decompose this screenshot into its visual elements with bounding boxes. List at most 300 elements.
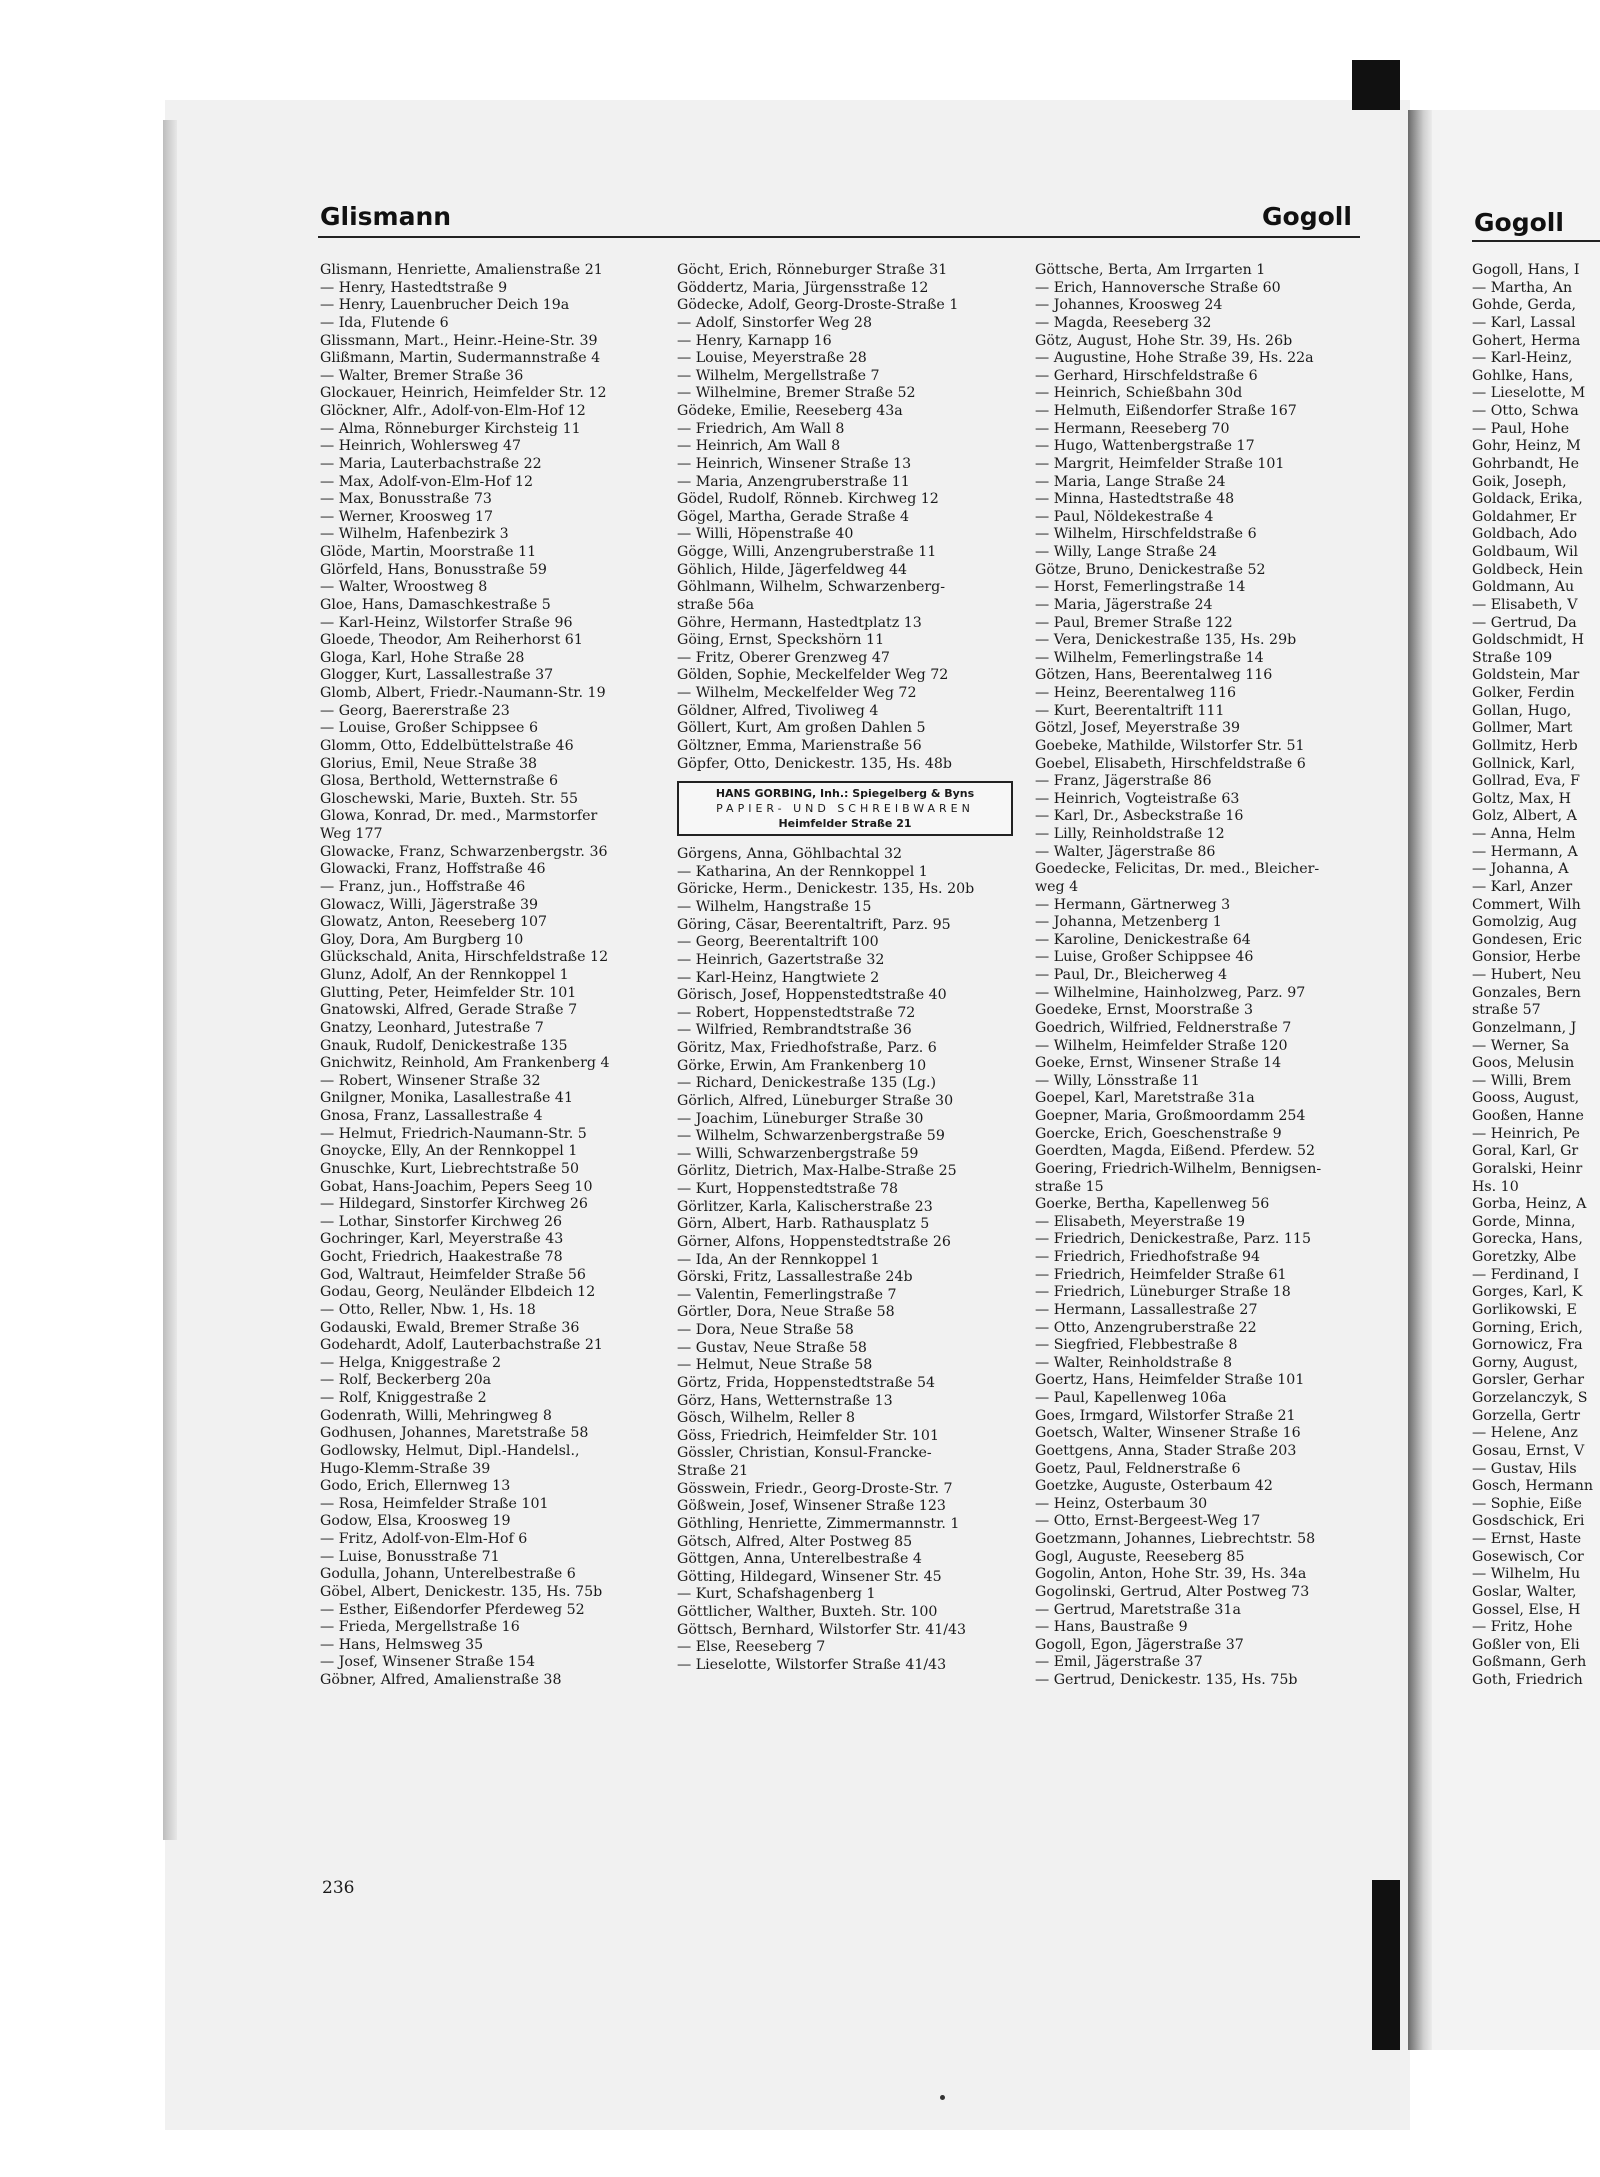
directory-entry: Görlich, Alfred, Lüneburger Straße 30	[677, 1092, 954, 1109]
directory-entry: Gooßen, Hanne	[1472, 1108, 1584, 1124]
directory-entry: Goldbeck, Hein	[1472, 561, 1583, 578]
directory-entry: Glückschald, Anita, Hirschfeldstraße 12	[320, 949, 609, 966]
directory-entry: — Max, Bonusstraße 73	[320, 491, 492, 508]
directory-entry: Hugo-Klemm-Straße 39	[320, 1460, 491, 1477]
directory-entry: — Rolf, Beckerberg 20a	[320, 1372, 492, 1389]
directory-entry: — Johanna, A	[1472, 861, 1569, 878]
directory-entry: Göbel, Albert, Denickestr. 135, Hs. 75b	[320, 1583, 603, 1600]
directory-entry: Göttsch, Bernhard, Wilstorfer Str. 41/43	[677, 1621, 967, 1638]
directory-entry: — Otto, Ernst-Bergeest-Weg 17	[1035, 1513, 1261, 1530]
directory-entry: Golz, Albert, A	[1472, 808, 1577, 825]
directory-entry: — Paul, Kapellenweg 106a	[1035, 1390, 1227, 1406]
directory-entry: Goldmann, Au	[1472, 579, 1575, 596]
directory-entry: Goth, Friedrich	[1472, 1672, 1583, 1688]
directory-entry: Gollrad, Eva, F	[1472, 773, 1580, 790]
directory-entry: Goes, Irmgard, Wilstorfer Straße 21	[1035, 1407, 1296, 1424]
directory-entry: Göttlicher, Walther, Buxteh. Str. 100	[677, 1604, 938, 1620]
directory-entry: Godehardt, Adolf, Lauterbachstraße 21	[320, 1337, 603, 1354]
directory-entry: — Martha, An	[1472, 279, 1573, 296]
directory-entry: — Walter, Wroostweg 8	[320, 579, 488, 596]
directory-entry: — Louise, Meyerstraße 28	[677, 350, 867, 367]
directory-entry: Görner, Alfons, Hoppenstedtstraße 26	[677, 1233, 951, 1250]
directory-entry: — Paul, Hohe	[1472, 420, 1570, 437]
directory-entry: Gorzella, Gertr	[1472, 1407, 1581, 1424]
directory-entry: Göring, Cäsar, Beerentaltrift, Parz. 95	[677, 916, 951, 933]
directory-column-1	[320, 262, 660, 1690]
directory-entry: — Helmuth, Eißendorfer Straße 167	[1035, 403, 1297, 419]
directory-entry: Goedrich, Wilfried, Feldnerstraße 7	[1035, 1019, 1292, 1036]
directory-entry: Glowatz, Anton, Reeseberg 107	[320, 914, 548, 931]
directory-entry: Goltz, Max, H	[1472, 790, 1571, 807]
directory-entry: Gögel, Martha, Gerade Straße 4	[677, 508, 910, 525]
directory-entry: Gochringer, Karl, Meyerstraße 43	[320, 1231, 564, 1248]
directory-entry: Gorlikowski, E	[1472, 1301, 1577, 1318]
directory-entry: — Josef, Winsener Straße 154	[320, 1654, 536, 1671]
directory-entry: Gorzelanczyk, S	[1472, 1390, 1588, 1406]
directory-entry: — Richard, Denickestraße 135 (Lg.)	[677, 1075, 937, 1092]
directory-column-3	[1035, 262, 1365, 1690]
directory-entry: Glockauer, Heinrich, Heimfelder Str. 12	[320, 385, 607, 402]
directory-entry: Götze, Bruno, Denickestraße 52	[1035, 561, 1266, 578]
directory-entry: — Otto, Reller, Nbw. 1, Hs. 18	[320, 1301, 536, 1318]
directory-entry: — Karl, Lassal	[1472, 314, 1576, 331]
directory-entry: — Katharina, An der Rennkoppel 1	[677, 863, 928, 880]
directory-entry: Goertz, Hans, Heimfelder Straße 101	[1035, 1372, 1305, 1389]
directory-entry: — Helmut, Friedrich-Naumann-Str. 5	[320, 1125, 587, 1142]
directory-entry: Gollnick, Karl,	[1472, 755, 1576, 772]
directory-entry: — Dora, Neue Straße 58	[677, 1322, 854, 1338]
directory-entry: Görtz, Frida, Hoppenstedtstraße 54	[677, 1374, 936, 1391]
directory-entry: — Henry, Karnapp 16	[677, 332, 832, 349]
directory-entry: Gnatzy, Leonhard, Jutestraße 7	[320, 1019, 544, 1036]
directory-entry: — Ferdinand, I	[1472, 1266, 1580, 1283]
directory-entry: — Ernst, Haste	[1472, 1531, 1582, 1547]
directory-entry: Gosdschick, Eri	[1472, 1513, 1585, 1530]
directory-entry: — Paul, Bremer Straße 122	[1035, 614, 1233, 631]
directory-entry: — Maria, Jägerstraße 24	[1035, 596, 1213, 613]
ad-trade-line: PAPIER- UND SCHREIBWAREN	[716, 802, 974, 816]
directory-entry: Gorsler, Gerhar	[1472, 1372, 1585, 1389]
directory-entry: straße 56a	[677, 596, 755, 613]
directory-entry: — Willi, Höpenstraße 40	[677, 526, 854, 543]
directory-entry: — Henry, Lauenbrucher Deich 19a	[320, 297, 570, 314]
directory-entry: Göbner, Alfred, Amalienstraße 38	[320, 1672, 562, 1688]
directory-entry: Goralski, Heinr	[1472, 1160, 1583, 1177]
directory-entry: Göldner, Alfred, Tivoliweg 4	[677, 702, 879, 719]
directory-entry: Gogolinski, Gertrud, Alter Postweg 73	[1035, 1583, 1310, 1600]
directory-entry: — Hermann, A	[1472, 843, 1578, 860]
directory-entry: — Wilhelm, Hirschfeldstraße 6	[1035, 526, 1257, 543]
directory-entry: Görisch, Josef, Hoppenstedtstraße 40	[677, 987, 947, 1004]
directory-entry: Göltzner, Emma, Marienstraße 56	[677, 737, 922, 754]
directory-entry: Gosch, Hermann	[1472, 1478, 1593, 1495]
directory-entry: — Louise, Großer Schippsee 6	[320, 720, 538, 737]
directory-entry: Straße 109	[1472, 649, 1553, 666]
directory-entry: — Elisabeth, V	[1472, 596, 1578, 613]
directory-entry: Glismann, Henriette, Amalienstraße 21	[320, 262, 603, 278]
directory-entry: Glißmann, Martin, Sudermannstraße 4	[320, 350, 601, 367]
directory-entry: Goldschmidt, H	[1472, 632, 1585, 649]
directory-entry: Gloschewski, Marie, Buxteh. Str. 55	[320, 790, 579, 807]
directory-entry: — Heinrich, Vogteistraße 63	[1035, 790, 1240, 807]
directory-entry: Gnoycke, Elly, An der Rennkoppel 1	[320, 1143, 578, 1160]
directory-entry: — Lothar, Sinstorfer Kirchweg 26	[320, 1213, 563, 1230]
directory-column-2-bottom	[677, 846, 1017, 1674]
directory-entry: Gloe, Hans, Damaschkestraße 5	[320, 596, 551, 613]
directory-entry: straße 15	[1035, 1178, 1104, 1195]
directory-entry: Gödeke, Emilie, Reeseberg 43a	[677, 403, 903, 419]
directory-entry: — Karl, Anzer	[1472, 878, 1573, 895]
directory-entry: Göthling, Henriette, Zimmermannstr. 1	[677, 1515, 960, 1532]
directory-entry: — Hermann, Lassallestraße 27	[1035, 1301, 1258, 1318]
directory-entry: Goepel, Karl, Maretstraße 31a	[1035, 1090, 1255, 1107]
directory-entry: Glowacki, Franz, Hoffstraße 46	[320, 861, 546, 878]
directory-entry: — Helene, Anz	[1472, 1425, 1578, 1442]
directory-entry: Görlitzer, Karla, Kalischerstraße 23	[677, 1198, 933, 1215]
directory-entry: Gogoll, Hans, I	[1472, 262, 1580, 278]
directory-entry: Gnilgner, Monika, Lasallestraße 41	[320, 1090, 573, 1107]
directory-entry: — Lieselotte, M	[1472, 385, 1586, 402]
directory-entry: Gogl, Auguste, Reeseberg 85	[1035, 1548, 1245, 1565]
directory-entry: — Maria, Anzengruberstraße 11	[677, 473, 910, 490]
directory-entry: — Rolf, Kniggestraße 2	[320, 1390, 487, 1406]
directory-entry: — Wilhelm, Hangstraße 15	[677, 899, 872, 915]
directory-entry: — Johannes, Kroosweg 24	[1035, 297, 1223, 314]
directory-entry: Gooss, August,	[1472, 1090, 1580, 1107]
directory-entry: — Friedrich, Friedhofstraße 94	[1035, 1249, 1260, 1265]
directory-entry: Gonzales, Bern	[1472, 984, 1581, 1001]
directory-entry: — Kurt, Beerentaltrift 111	[1035, 702, 1225, 719]
directory-entry: Godow, Elsa, Kroosweg 19	[320, 1513, 511, 1530]
directory-entry: — Robert, Winsener Straße 32	[320, 1072, 541, 1089]
directory-entry: Goebeke, Mathilde, Wilstorfer Str. 51	[1035, 737, 1305, 754]
directory-entry: — Heinrich, Wohlersweg 47	[320, 438, 522, 455]
directory-entry: Goeke, Ernst, Winsener Straße 14	[1035, 1055, 1282, 1072]
directory-entry: Görski, Fritz, Lassallestraße 24b	[677, 1269, 913, 1286]
directory-entry: — Georg, Beerentaltrift 100	[677, 934, 879, 951]
directory-entry: — Hans, Baustraße 9	[1035, 1619, 1188, 1636]
directory-entry: Gorny, August,	[1472, 1354, 1579, 1371]
directory-entry: — Willi, Schwarzenbergstraße 59	[677, 1145, 919, 1162]
directory-entry: — Valentin, Femerlingstraße 7	[677, 1286, 897, 1303]
directory-entry: Göhre, Hermann, Hastedtplatz 13	[677, 614, 922, 631]
directory-entry: God, Waltraut, Heimfelder Straße 56	[320, 1266, 586, 1283]
spine-edge-bottom	[1372, 1880, 1400, 2050]
directory-entry: — Ida, Flutende 6	[320, 314, 449, 331]
directory-entry: — Johanna, Metzenberg 1	[1035, 914, 1222, 931]
directory-entry: — Anna, Helm	[1472, 826, 1576, 842]
directory-entry: — Walter, Reinholdstraße 8	[1035, 1354, 1233, 1371]
directory-entry: Goercke, Erich, Goeschenstraße 9	[1035, 1125, 1282, 1142]
directory-entry: Goetsch, Walter, Winsener Straße 16	[1035, 1425, 1301, 1442]
directory-entry: — Margrit, Heimfelder Straße 101	[1035, 455, 1285, 472]
directory-entry: Goepner, Maria, Großmoordamm 254	[1035, 1108, 1306, 1124]
directory-entry: — Sophie, Eiße	[1472, 1495, 1582, 1512]
directory-entry: — Paul, Dr., Bleicherweg 4	[1035, 967, 1228, 983]
directory-entry: — Heinrich, Am Wall 8	[677, 438, 841, 455]
directory-entry: — Wilhelm, Mergellstraße 7	[677, 367, 880, 384]
directory-entry: — Hubert, Neu	[1472, 967, 1582, 983]
directory-entry: — Wilhelm, Hafenbezirk 3	[320, 526, 509, 543]
print-speck	[940, 2095, 945, 2100]
directory-entry: — Friedrich, Heimfelder Straße 61	[1035, 1266, 1287, 1283]
directory-entry: — Wilhelmine, Hainholzweg, Parz. 97	[1035, 984, 1306, 1001]
directory-entry: Goettgens, Anna, Stader Straße 203	[1035, 1442, 1297, 1459]
directory-entry: — Wilhelm, Heimfelder Straße 120	[1035, 1037, 1288, 1054]
directory-entry: — Heinrich, Pe	[1472, 1125, 1580, 1142]
directory-entry: Göhlich, Hilde, Jägerfeldweg 44	[677, 561, 907, 578]
directory-entry: — Karl, Dr., Asbeckstraße 16	[1035, 808, 1244, 825]
directory-entry: Glorius, Emil, Neue Straße 38	[320, 755, 538, 772]
directory-entry: Göhlmann, Wilhelm, Schwarzenberg-	[677, 579, 946, 596]
directory-entry: Görgens, Anna, Göhlbachtal 32	[677, 846, 903, 863]
directory-entry: — Gustav, Hils	[1472, 1460, 1577, 1477]
directory-entry: Goslar, Walter,	[1472, 1583, 1577, 1600]
directory-entry: Gonzelmann, J	[1472, 1019, 1577, 1036]
directory-entry: — Hermann, Gärtnerweg 3	[1035, 896, 1231, 913]
ad-address-line: Heimfelder Straße 21	[778, 817, 912, 831]
directory-entry: Goldbaum, Wil	[1472, 544, 1579, 560]
directory-entry: Gogolin, Anton, Hohe Str. 39, Hs. 34a	[1035, 1566, 1307, 1583]
directory-entry: — Erich, Hannoversche Straße 60	[1035, 279, 1281, 296]
directory-entry: — Kurt, Schafshagenberg 1	[677, 1586, 876, 1603]
directory-entry: Gocht, Friedrich, Haakestraße 78	[320, 1249, 563, 1265]
directory-entry: Goedeke, Ernst, Moorstraße 3	[1035, 1002, 1254, 1019]
directory-entry: — Wilhelm, Schwarzenbergstraße 59	[677, 1128, 945, 1145]
directory-entry: Gösswein, Friedr., Georg-Droste-Str. 7	[677, 1480, 953, 1497]
directory-entry: Goerke, Bertha, Kapellenweg 56	[1035, 1196, 1270, 1213]
directory-entry: Gorning, Erich,	[1472, 1319, 1583, 1336]
directory-entry: Goldstein, Mar	[1472, 667, 1580, 684]
directory-entry: — Otto, Schwa	[1472, 403, 1579, 419]
directory-entry: — Wilfried, Rembrandtstraße 36	[677, 1022, 912, 1039]
book-gutter	[1408, 110, 1434, 2050]
directory-entry: Glosa, Berthold, Wetternstraße 6	[320, 773, 558, 790]
directory-entry: — Werner, Sa	[1472, 1037, 1570, 1054]
directory-entry: Gösch, Wilhelm, Reller 8	[677, 1410, 856, 1427]
directory-entry: — Gertrud, Maretstraße 31a	[1035, 1601, 1241, 1618]
directory-entry: — Kurt, Hoppenstedtstraße 78	[677, 1181, 899, 1197]
directory-entry: — Frieda, Mergellstraße 16	[320, 1619, 520, 1636]
spine-edge-top	[1352, 60, 1400, 110]
directory-entry: Görlitz, Dietrich, Max-Halbe-Straße 25	[677, 1163, 957, 1180]
directory-entry: — Franz, Jägerstraße 86	[1035, 773, 1212, 790]
directory-entry: Gößwein, Josef, Winsener Straße 123	[677, 1498, 946, 1515]
directory-entry: Gnauk, Rudolf, Denickestraße 135	[320, 1037, 568, 1054]
directory-entry: Gosewisch, Cor	[1472, 1548, 1584, 1565]
binding-shadow	[163, 120, 177, 1840]
directory-entry: Gohrbandt, He	[1472, 455, 1580, 472]
directory-entry: Göcht, Erich, Rönneburger Straße 31	[677, 262, 948, 278]
directory-entry: Göllert, Kurt, Am großen Dahlen 5	[677, 720, 926, 737]
directory-entry: Göricke, Herm., Denickestr. 135, Hs. 20b	[677, 881, 975, 898]
directory-column-2	[677, 262, 1017, 1675]
directory-entry: Goretzky, Albe	[1472, 1249, 1577, 1265]
directory-entry: Goerdten, Magda, Eißend. Pferdew. 52	[1035, 1143, 1316, 1160]
directory-entry: — Henry, Hastedtstraße 9	[320, 279, 508, 296]
directory-column-next-page	[1472, 262, 1600, 1690]
running-head-next-page: Gogoll	[1474, 208, 1564, 237]
directory-entry: — Magda, Reeseberg 32	[1035, 314, 1212, 331]
directory-entry: — Willi, Brem	[1472, 1072, 1572, 1089]
directory-entry: Gomolzig, Aug	[1472, 914, 1577, 931]
directory-entry: Göttgen, Anna, Unterelbestraße 4	[677, 1551, 922, 1568]
directory-entry: Gnosa, Franz, Lassallestraße 4	[320, 1108, 543, 1124]
directory-entry: Gobat, Hans-Joachim, Pepers Seeg 10	[320, 1178, 593, 1195]
directory-entry: — Franz, jun., Hoffstraße 46	[320, 878, 526, 895]
directory-entry: — Heinrich, Schießbahn 30d	[1035, 385, 1243, 402]
directory-entry: — Heinrich, Winsener Straße 13	[677, 455, 912, 472]
directory-entry: Glowa, Konrad, Dr. med., Marmstorfer	[320, 808, 598, 825]
directory-entry: Goik, Joseph,	[1472, 473, 1567, 490]
directory-entry: — Hildegard, Sinstorfer Kirchweg 26	[320, 1196, 588, 1213]
directory-entry: Gössler, Christian, Konsul-Francke-	[677, 1445, 932, 1462]
directory-entry: Glöckner, Alfr., Adolf-von-Elm-Hof 12	[320, 403, 586, 419]
directory-entry: Gohert, Herma	[1472, 332, 1581, 349]
directory-entry: — Augustine, Hohe Straße 39, Hs. 22a	[1035, 350, 1314, 367]
directory-entry: Gorde, Minna,	[1472, 1213, 1576, 1230]
directory-entry: — Heinz, Beerentalweg 116	[1035, 685, 1237, 701]
directory-entry: Weg 177	[320, 826, 383, 842]
directory-entry: Gosau, Ernst, V	[1472, 1442, 1585, 1459]
directory-entry: — Rosa, Heimfelder Straße 101	[320, 1495, 549, 1512]
directory-entry: Godauski, Ewald, Bremer Straße 36	[320, 1319, 580, 1336]
directory-entry: — Werner, Kroosweg 17	[320, 508, 494, 525]
directory-entry: Goldack, Erika,	[1472, 491, 1583, 508]
directory-entry: Göritz, Max, Friedhofstraße, Parz. 6	[677, 1040, 937, 1056]
directory-entry: Görtler, Dora, Neue Straße 58	[677, 1304, 895, 1321]
directory-entry: Gollmer, Mart	[1472, 720, 1573, 737]
directory-entry: Glogger, Kurt, Lassallestraße 37	[320, 667, 554, 684]
directory-entry: weg 4	[1035, 878, 1079, 895]
directory-entry: Goedecke, Felicitas, Dr. med., Bleicher-	[1035, 861, 1320, 878]
directory-entry: — Luise, Bonusstraße 71	[320, 1548, 500, 1565]
directory-entry: Gollan, Hugo,	[1472, 702, 1572, 719]
directory-entry: Gondesen, Eric	[1472, 931, 1582, 948]
directory-entry: — Hugo, Wattenbergstraße 17	[1035, 438, 1255, 455]
directory-entry: Goßmann, Gerh	[1472, 1654, 1587, 1671]
directory-entry: Godenrath, Willi, Mehringweg 8	[320, 1407, 552, 1424]
directory-entry: Görz, Hans, Wetternstraße 13	[677, 1392, 893, 1409]
directory-entry: — Fritz, Adolf-von-Elm-Hof 6	[320, 1531, 528, 1547]
directory-entry: — Otto, Anzengruberstraße 22	[1035, 1319, 1257, 1336]
directory-entry: — Gertrud, Denickestr. 135, Hs. 75b	[1035, 1672, 1298, 1688]
directory-entry: straße 57	[1472, 1002, 1541, 1019]
directory-entry: Görke, Erwin, Am Frankenberg 10	[677, 1057, 927, 1074]
advertisement-box	[677, 781, 1013, 836]
directory-entry: — Robert, Hoppenstedtstraße 72	[677, 1004, 916, 1021]
directory-entry: Glowacz, Willi, Jägerstraße 39	[320, 896, 539, 913]
directory-entry: Gonsior, Herbe	[1472, 949, 1581, 966]
directory-entry: Gohlke, Hans,	[1472, 367, 1574, 384]
directory-entry: Godo, Erich, Ellernweg 13	[320, 1478, 511, 1495]
directory-entry: — Friedrich, Am Wall 8	[677, 420, 845, 437]
directory-entry: — Paul, Nöldekestraße 4	[1035, 508, 1214, 525]
directory-entry: Goebel, Elisabeth, Hirschfeldstraße 6	[1035, 755, 1306, 772]
directory-entry: — Walter, Jägerstraße 86	[1035, 843, 1216, 860]
directory-entry: — Gustav, Neue Straße 58	[677, 1339, 867, 1356]
directory-entry: Görn, Albert, Harb. Rathausplatz 5	[677, 1216, 930, 1233]
directory-entry: — Joachim, Lüneburger Straße 30	[677, 1110, 924, 1127]
directory-entry: — Esther, Eißendorfer Pferdeweg 52	[320, 1601, 585, 1618]
directory-entry: Götting, Hildegard, Winsener Str. 45	[677, 1568, 942, 1585]
directory-entry: Gogoll, Egon, Jägerstraße 37	[1035, 1636, 1244, 1653]
directory-entry: — Helmut, Neue Straße 58	[677, 1357, 873, 1374]
directory-entry: — Gerhard, Hirschfeldstraße 6	[1035, 367, 1258, 384]
directory-entry: Goldahmer, Er	[1472, 508, 1577, 525]
directory-entry: — Friedrich, Denickestraße, Parz. 115	[1035, 1231, 1311, 1248]
directory-entry: — Walter, Bremer Straße 36	[320, 367, 524, 384]
directory-entry: — Willy, Lange Straße 24	[1035, 544, 1217, 560]
directory-entry: Gossel, Else, H	[1472, 1601, 1581, 1618]
header-rule-next-page	[1472, 240, 1600, 242]
directory-entry: Glörfeld, Hans, Bonusstraße 59	[320, 561, 547, 578]
directory-entry: — Karl-Heinz, Wilstorfer Straße 96	[320, 614, 573, 631]
directory-entry: — Gertrud, Da	[1472, 614, 1577, 631]
directory-entry: Gödel, Rudolf, Rönneb. Kirchweg 12	[677, 491, 939, 508]
directory-entry: — Willy, Lönsstraße 11	[1035, 1072, 1200, 1089]
directory-entry: — Else, Reeseberg 7	[677, 1639, 826, 1656]
directory-column-2-top	[677, 262, 1017, 773]
directory-entry: Gornowicz, Fra	[1472, 1337, 1583, 1354]
directory-entry: Gloy, Dora, Am Burgberg 10	[320, 931, 524, 948]
directory-entry: — Luise, Großer Schippsee 46	[1035, 949, 1254, 966]
directory-entry: Glunz, Adolf, An der Rennkoppel 1	[320, 967, 569, 983]
directory-entry: Gloga, Karl, Hohe Straße 28	[320, 649, 525, 666]
directory-entry: — Karl-Heinz,	[1472, 350, 1573, 367]
directory-entry: — Wilhelm, Hu	[1472, 1566, 1581, 1583]
directory-entry: — Emil, Jägerstraße 37	[1035, 1654, 1203, 1671]
directory-entry: Goldbach, Ado	[1472, 526, 1578, 543]
directory-entry: Godhusen, Johannes, Maretstraße 58	[320, 1425, 589, 1442]
directory-entry: — Hans, Helmsweg 35	[320, 1636, 484, 1653]
directory-entry: — Elisabeth, Meyerstraße 19	[1035, 1213, 1245, 1230]
directory-entry: — Adolf, Sinstorfer Weg 28	[677, 314, 872, 331]
directory-entry: — Minna, Hastedtstraße 48	[1035, 491, 1235, 508]
directory-entry: — Heinrich, Gazertstraße 32	[677, 951, 885, 968]
directory-entry: Glöde, Martin, Moorstraße 11	[320, 544, 537, 560]
running-head-left: Glismann	[320, 202, 452, 231]
directory-entry: — Alma, Rönneburger Kirchsteig 11	[320, 420, 581, 437]
directory-entry: Gölden, Sophie, Meckelfelder Weg 72	[677, 667, 949, 684]
directory-entry: — Max, Adolf-von-Elm-Hof 12	[320, 473, 534, 490]
directory-entry: — Maria, Lange Straße 24	[1035, 473, 1226, 490]
directory-entry: Gorges, Karl, K	[1472, 1284, 1583, 1301]
directory-entry: — Karoline, Denickestraße 64	[1035, 931, 1251, 948]
directory-entry: Götzl, Josef, Meyerstraße 39	[1035, 720, 1241, 737]
directory-entry: Gollmitz, Herb	[1472, 737, 1578, 754]
directory-entry: Gorba, Heinz, A	[1472, 1196, 1587, 1213]
directory-entry: — Friedrich, Lüneburger Straße 18	[1035, 1284, 1291, 1301]
directory-entry: Götsch, Alfred, Alter Postweg 85	[677, 1533, 913, 1550]
directory-entry: — Siegfried, Flebbestraße 8	[1035, 1337, 1238, 1354]
page-number: 236	[322, 1878, 355, 1898]
directory-entry: — Ida, An der Rennkoppel 1	[677, 1251, 880, 1268]
directory-entry: Gorecka, Hans,	[1472, 1231, 1583, 1248]
directory-entry: Götzen, Hans, Beerentalweg 116	[1035, 667, 1273, 684]
directory-entry: Göing, Ernst, Speckshörn 11	[677, 632, 885, 649]
directory-entry: Goetzmann, Johannes, Liebrechtstr. 58	[1035, 1531, 1316, 1547]
directory-entry: Godulla, Johann, Unterelbestraße 6	[320, 1566, 576, 1583]
running-head-right: Gogoll	[1262, 202, 1352, 231]
directory-entry: — Heinz, Osterbaum 30	[1035, 1495, 1208, 1512]
directory-entry: Straße 21	[677, 1463, 749, 1479]
directory-entry: — Fritz, Hohe	[1472, 1619, 1573, 1636]
directory-entry: Commert, Wilh	[1472, 896, 1581, 913]
directory-entry: Gnatowski, Alfred, Gerade Straße 7	[320, 1002, 578, 1019]
directory-entry: — Karl-Heinz, Hangtwiete 2	[677, 969, 880, 986]
directory-entry: — Helga, Kniggestraße 2	[320, 1354, 502, 1371]
